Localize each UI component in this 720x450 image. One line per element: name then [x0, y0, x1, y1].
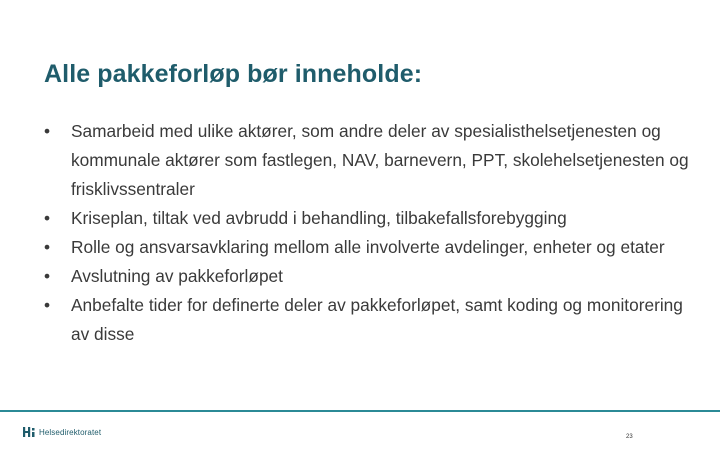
helsedirektoratet-logo	[22, 426, 101, 438]
bullet-dot: •	[44, 237, 51, 257]
logo-text: Helsedirektoratet	[39, 427, 102, 437]
footer-divider	[0, 410, 720, 412]
bullet-item	[44, 262, 704, 291]
bullet-dot: •	[44, 266, 51, 286]
page-number: 23	[626, 434, 633, 440]
bullet-dot: •	[44, 208, 51, 228]
bullet-text: Avslutning av pakkeforløpet	[71, 266, 283, 286]
bullet-text: Rolle og ansvarsavklaring mellom alle involverte avdelinger, enheter og etater	[71, 237, 665, 257]
bullet-item	[44, 291, 704, 349]
bullet-item	[44, 233, 704, 262]
bullet-dot: •	[44, 295, 51, 315]
helsedirektoratet-logo-icon	[22, 426, 36, 438]
bullet-list	[44, 117, 704, 349]
bullet-text: Kriseplan, tiltak ved avbrudd i behandling, tilbakefallsforebygging	[71, 208, 567, 228]
bullet-dot: •	[44, 121, 51, 141]
bullet-text: Anbefalte tider for definerte deler av pakkeforløpet, samt koding og monitorering av disse	[71, 295, 683, 344]
slide-title: Alle pakkeforløp bør inneholde:	[44, 60, 423, 88]
bullet-text: Samarbeid med ulike aktører, som andre deler av spesialisthelsetjenesten og kommunale aktører som fastlegen, NAV, barnevern, PPT, skolehelsetjenesten og frisklivssentraler	[71, 121, 689, 199]
bullet-item	[44, 204, 704, 233]
bullet-item	[44, 117, 704, 204]
